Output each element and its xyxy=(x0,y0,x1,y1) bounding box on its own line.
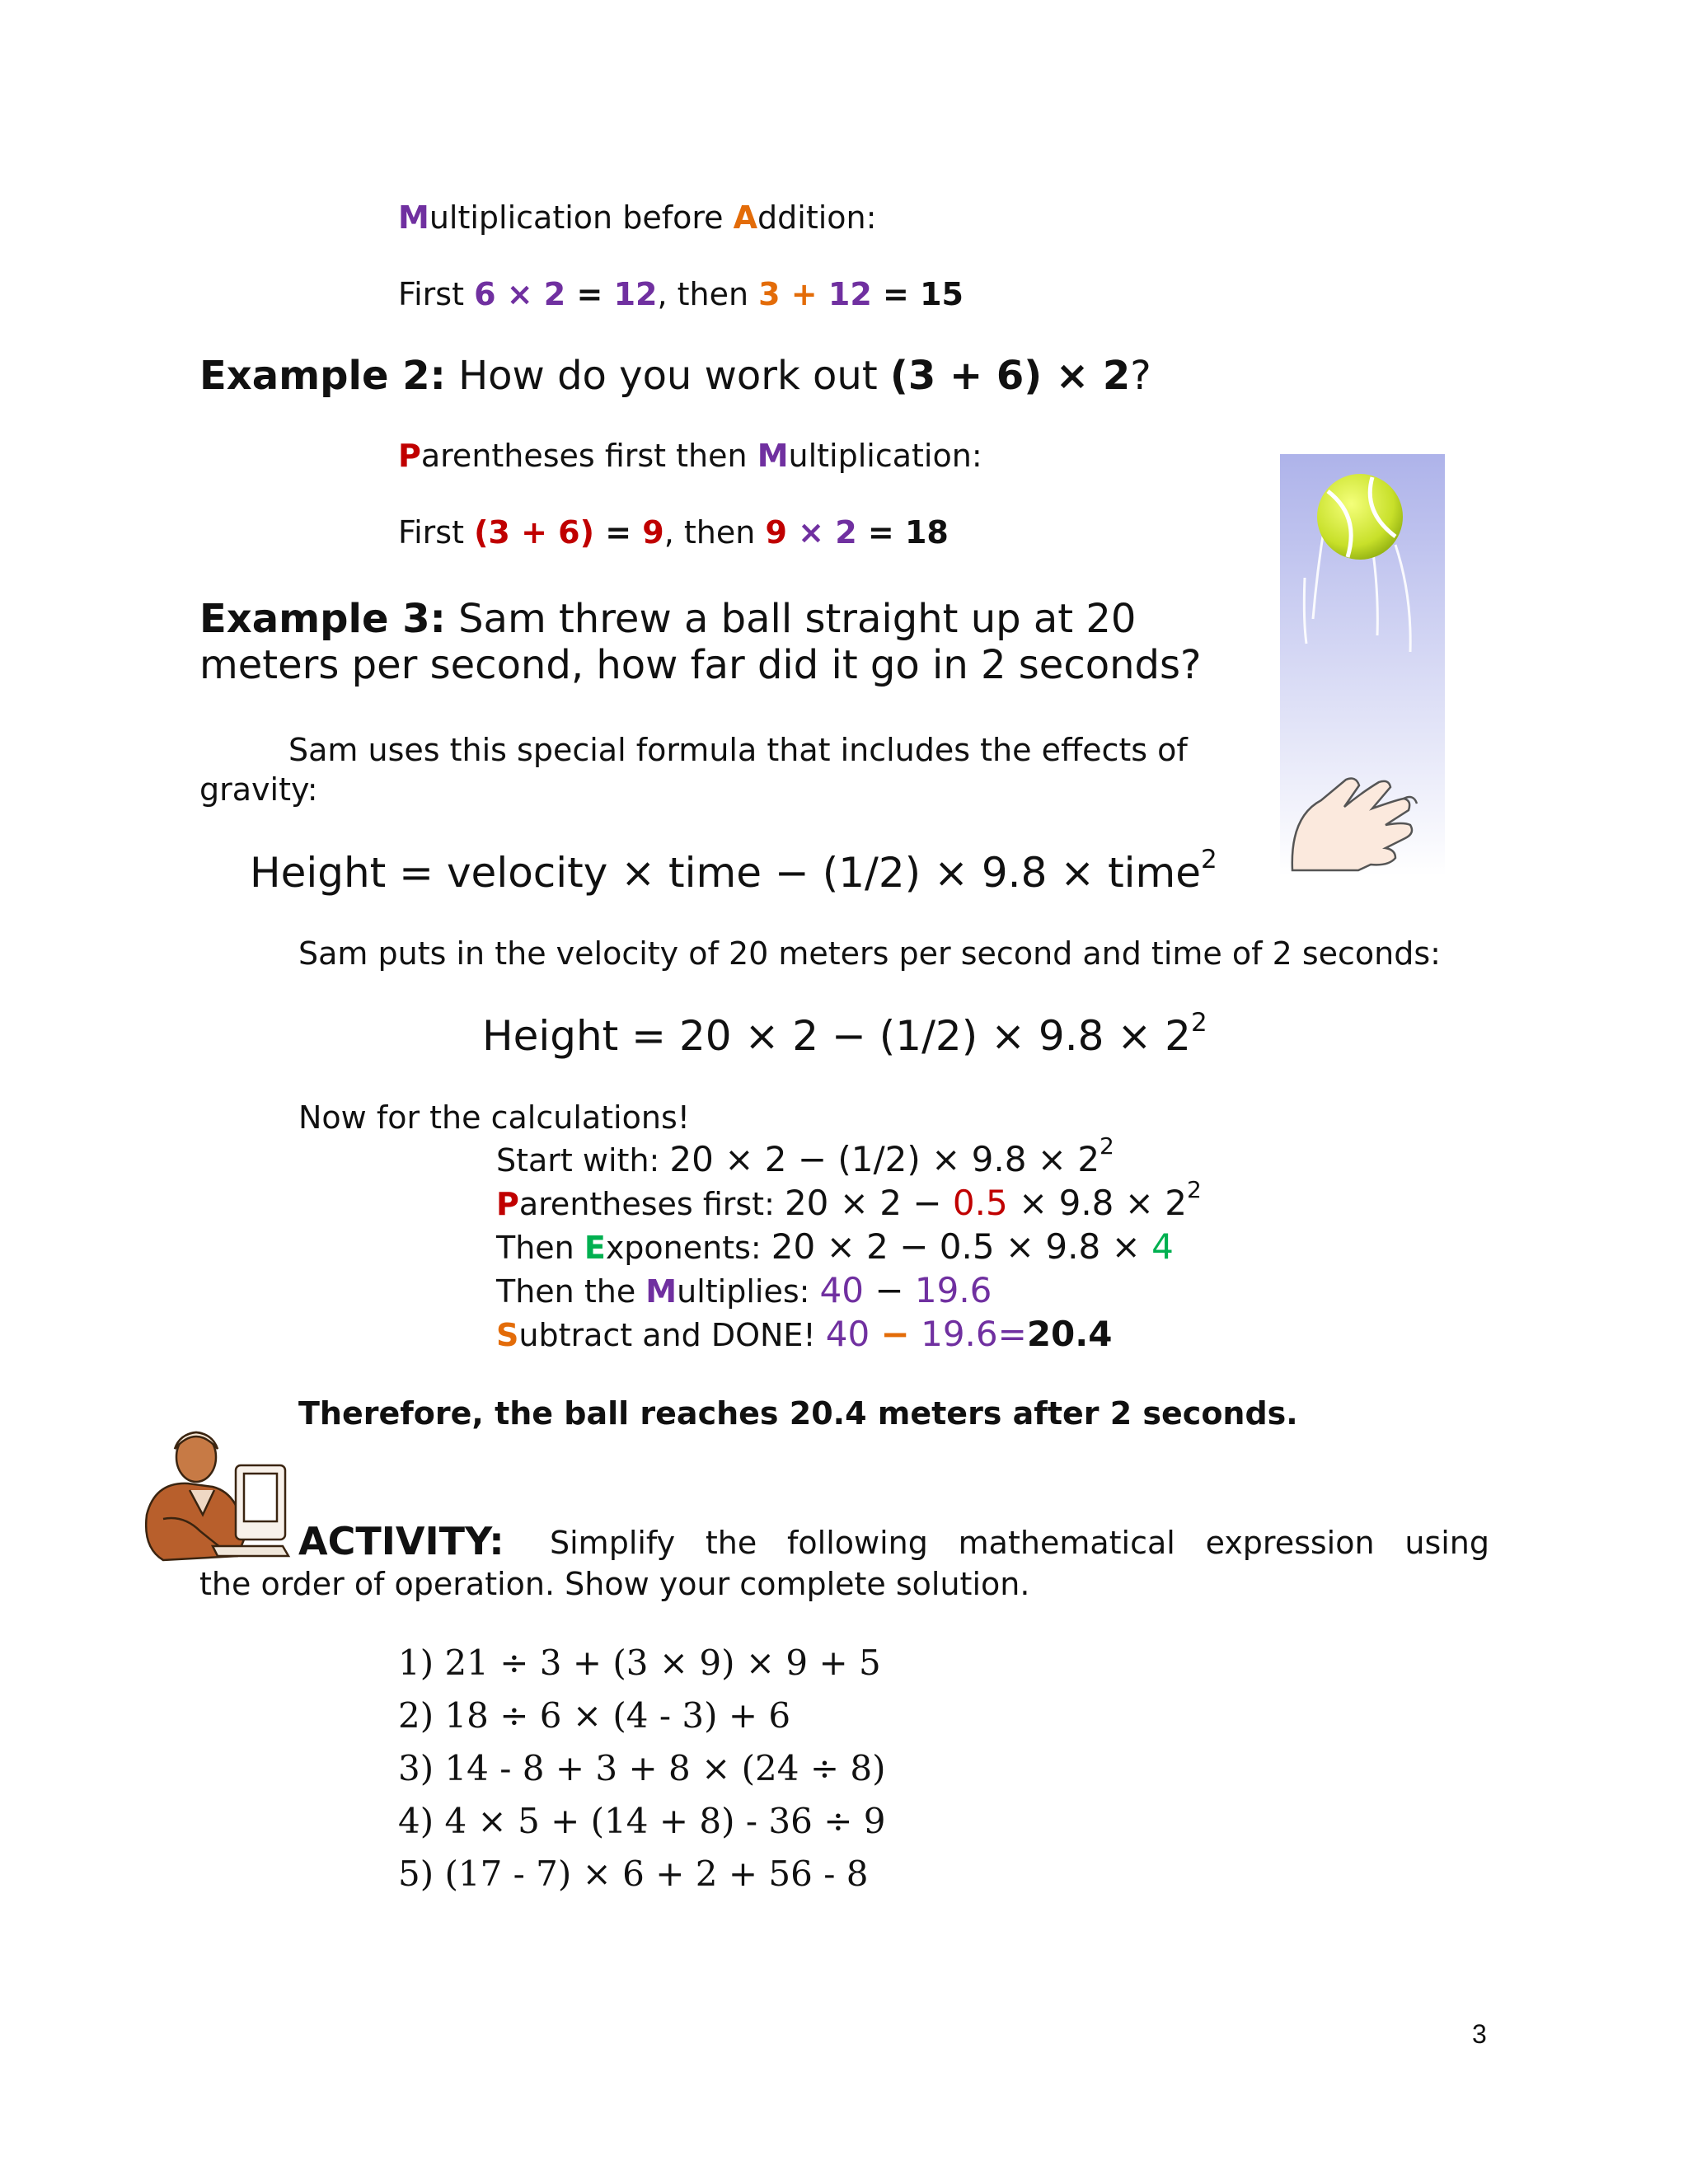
rule-line-ex2 xyxy=(398,438,982,474)
activity-instruction-line2: the order of operation. Show your complete solution. xyxy=(199,1566,1030,1602)
calc-line-ex2 xyxy=(398,514,949,551)
calc-part: × 2 xyxy=(786,514,857,551)
example-expression: (3 + 6) × 2 xyxy=(889,353,1131,399)
gravity-formula xyxy=(250,844,1217,897)
student-computer-clipart xyxy=(138,1424,295,1568)
calc-equals: = xyxy=(871,276,921,312)
calc-equals: = xyxy=(593,514,643,551)
rule-text: arentheses first then xyxy=(420,438,757,474)
step-exponent: 2 xyxy=(1187,1176,1202,1203)
step-parentheses xyxy=(496,1176,1202,1223)
step-multiplies xyxy=(496,1270,992,1310)
conclusion: Therefore, the ball reaches 20.4 meters after 2 seconds. xyxy=(298,1395,1298,1432)
example-3-heading xyxy=(199,596,1136,642)
step-highlight: 0.5 xyxy=(952,1183,1008,1223)
formula-text: Height = velocity × time − (1/2) × 9.8 × time xyxy=(250,849,1202,897)
step-label: xponents: xyxy=(605,1230,771,1266)
calc-part: 12 xyxy=(828,276,872,312)
rule-letter-a: A xyxy=(733,199,758,236)
step-expression: 20 × 2 − xyxy=(784,1183,953,1223)
step-exponent: 2 xyxy=(1100,1132,1114,1160)
step-expression: 20 × 2 − 0.5 × 9.8 × xyxy=(771,1226,1152,1267)
calc-result: 12 xyxy=(613,276,658,312)
calc-result: 9 xyxy=(642,514,664,551)
ball-throw-illustration-svg xyxy=(1280,454,1445,876)
rule-text: ultiplication: xyxy=(788,438,982,474)
step-highlight: 40 xyxy=(819,1270,864,1310)
rule-letter-m: M xyxy=(398,199,429,236)
activity-item: 5) (17 - 7) × 6 + 2 + 56 - 8 xyxy=(398,1854,869,1894)
step-label: arentheses first: xyxy=(518,1186,785,1222)
rule-line-ex1 xyxy=(398,199,876,236)
formula-text: Height = 20 × 2 − (1/2) × 9.8 × 2 xyxy=(482,1012,1191,1060)
step-expression: − xyxy=(863,1270,915,1310)
puts-text: Sam puts in the velocity of 20 meters per second and time of 2 seconds: xyxy=(298,935,1441,972)
step-letter: S xyxy=(496,1317,519,1353)
calc-result: 15 xyxy=(920,276,964,312)
step-highlight: 19.6= xyxy=(909,1314,1027,1354)
formula-exponent: 2 xyxy=(1190,1007,1207,1038)
ball-throw-illustration xyxy=(1280,454,1445,876)
student-computer-icon xyxy=(138,1424,295,1568)
calc-part: (3 + 6) xyxy=(474,514,594,551)
example-question: How do you work out xyxy=(445,353,890,399)
calc-text: , then xyxy=(663,514,766,551)
page-number: 3 xyxy=(1472,2019,1487,2049)
example-2-heading xyxy=(199,353,1151,399)
substituted-formula xyxy=(482,1007,1207,1060)
activity-item: 2) 18 ÷ 6 × (4 - 3) + 6 xyxy=(398,1695,791,1736)
activity-item: 3) 14 - 8 + 3 + 8 × (24 ÷ 8) xyxy=(398,1748,886,1788)
rule-letter-p: P xyxy=(398,438,421,474)
example-question: ? xyxy=(1130,353,1151,399)
calc-equals: = xyxy=(565,276,614,312)
step-highlight: 4 xyxy=(1151,1226,1174,1267)
activity-item: 1) 21 ÷ 3 + (3 × 9) × 9 + 5 xyxy=(398,1643,881,1683)
calc-equals: = xyxy=(856,514,905,551)
example-label: Example 2: xyxy=(199,353,446,399)
step-expression: × 9.8 × 2 xyxy=(1007,1183,1188,1223)
calc-part: 3 + xyxy=(758,276,828,312)
calc-result: 18 xyxy=(904,514,949,551)
activity-label: ACTIVITY: xyxy=(298,1519,504,1563)
step-label: Start with: xyxy=(496,1142,670,1179)
step-highlight: 40 xyxy=(825,1314,881,1354)
example-question: Sam threw a ball straight up at 20 xyxy=(445,596,1137,642)
activity-instruction: Simplify the following mathematical expression using xyxy=(550,1525,1489,1561)
tennis-ball-icon xyxy=(1317,474,1403,560)
activity-item: 4) 4 × 5 + (14 + 8) - 36 ÷ 9 xyxy=(398,1801,886,1841)
rule-text: ddition: xyxy=(757,199,877,236)
step-operator: − xyxy=(880,1314,910,1354)
calc-part: 6 × 2 xyxy=(474,276,566,312)
calc-intro: Now for the calculations! xyxy=(298,1099,690,1136)
rule-text: ultiplication before xyxy=(429,199,734,236)
calc-part: 9 xyxy=(765,514,787,551)
step-answer: 20.4 xyxy=(1026,1314,1113,1354)
calc-line-ex1 xyxy=(398,276,964,312)
example-3-heading-line2: meters per second, how far did it go in 2 seconds? xyxy=(199,642,1202,688)
step-exponents xyxy=(496,1226,1174,1267)
step-subtract xyxy=(496,1314,1112,1354)
step-label: Then the xyxy=(496,1273,646,1310)
calc-text: , then xyxy=(657,276,759,312)
calc-text: First xyxy=(398,276,475,312)
formula-exponent: 2 xyxy=(1201,844,1217,874)
step-letter: P xyxy=(496,1186,519,1222)
step-letter: M xyxy=(645,1273,678,1310)
step-label: ultiplies: xyxy=(677,1273,820,1310)
rule-letter-m: M xyxy=(757,438,789,474)
step-expression: 20 × 2 − (1/2) × 9.8 × 2 xyxy=(669,1139,1100,1179)
intro-text: gravity: xyxy=(199,771,318,808)
intro-text: Sam uses this special formula that includes the effects of xyxy=(288,732,1188,768)
step-letter: E xyxy=(584,1230,606,1266)
step-label: ubtract and DONE! xyxy=(518,1317,826,1353)
step-highlight: 19.6 xyxy=(914,1270,992,1310)
calc-text: First xyxy=(398,514,475,551)
example-label: Example 3: xyxy=(199,596,446,642)
activity-heading xyxy=(298,1519,504,1563)
step-start xyxy=(496,1132,1114,1179)
step-label: Then xyxy=(496,1230,584,1266)
